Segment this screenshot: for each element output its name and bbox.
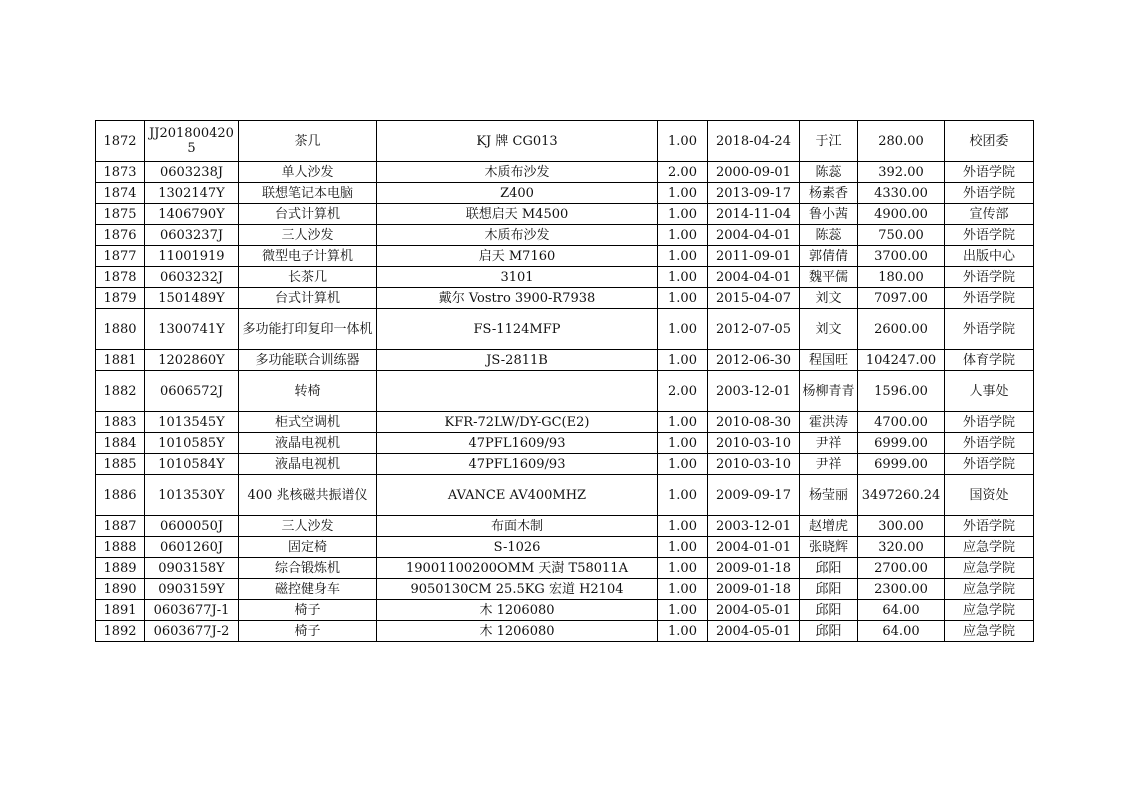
cell-code: 0603677J-2 — [145, 621, 239, 642]
cell-date: 2014-11-04 — [708, 204, 800, 225]
cell-name: 三人沙发 — [239, 225, 377, 246]
cell-code: 11001919 — [145, 246, 239, 267]
cell-person: 邱阳 — [800, 621, 858, 642]
cell-price: 64.00 — [858, 621, 945, 642]
cell-name: 400 兆核磁共振谱仪 — [239, 475, 377, 516]
cell-model: FS-1124MFP — [377, 309, 658, 350]
table-row — [96, 433, 1034, 454]
cell-person: 邱阳 — [800, 579, 858, 600]
cell-price: 280.00 — [858, 121, 945, 162]
cell-dept: 应急学院 — [945, 621, 1034, 642]
cell-no: 1890 — [96, 579, 145, 600]
table-row — [96, 121, 1034, 162]
cell-qty: 1.00 — [658, 288, 708, 309]
cell-name: 转椅 — [239, 371, 377, 412]
cell-model: 3101 — [377, 267, 658, 288]
cell-model: 布面木制 — [377, 516, 658, 537]
cell-name: 多功能打印复印一体机 — [239, 309, 377, 350]
cell-person: 杨莹丽 — [800, 475, 858, 516]
cell-no: 1888 — [96, 537, 145, 558]
table-row — [96, 246, 1034, 267]
cell-code: 1013545Y — [145, 412, 239, 433]
cell-model: S-1026 — [377, 537, 658, 558]
cell-person: 霍洪涛 — [800, 412, 858, 433]
table-row — [96, 204, 1034, 225]
cell-no: 1883 — [96, 412, 145, 433]
cell-date: 2004-04-01 — [708, 267, 800, 288]
cell-price: 320.00 — [858, 537, 945, 558]
cell-model: 戴尔 Vostro 3900-R7938 — [377, 288, 658, 309]
cell-model: 47PFL1609/93 — [377, 433, 658, 454]
cell-no: 1875 — [96, 204, 145, 225]
cell-date: 2009-09-17 — [708, 475, 800, 516]
table-row — [96, 309, 1034, 350]
cell-no: 1877 — [96, 246, 145, 267]
cell-qty: 1.00 — [658, 121, 708, 162]
cell-date: 2012-06-30 — [708, 350, 800, 371]
cell-dept: 应急学院 — [945, 600, 1034, 621]
cell-name: 固定椅 — [239, 537, 377, 558]
cell-dept: 外语学院 — [945, 516, 1034, 537]
cell-code: 0606572J — [145, 371, 239, 412]
cell-model: 19001100200OMM 天澍 T58011A — [377, 558, 658, 579]
cell-model: 木质布沙发 — [377, 225, 658, 246]
table-row — [96, 621, 1034, 642]
cell-price: 6999.00 — [858, 454, 945, 475]
asset-table — [95, 120, 1034, 642]
cell-qty: 1.00 — [658, 204, 708, 225]
cell-code: 1013530Y — [145, 475, 239, 516]
cell-model: 木 1206080 — [377, 600, 658, 621]
cell-qty: 1.00 — [658, 600, 708, 621]
cell-dept: 外语学院 — [945, 267, 1034, 288]
cell-person: 邱阳 — [800, 558, 858, 579]
cell-name: 椅子 — [239, 621, 377, 642]
cell-no: 1872 — [96, 121, 145, 162]
cell-date: 2004-05-01 — [708, 621, 800, 642]
cell-price: 2700.00 — [858, 558, 945, 579]
cell-qty: 1.00 — [658, 433, 708, 454]
cell-person: 陈蕊 — [800, 225, 858, 246]
cell-model: JS-2811B — [377, 350, 658, 371]
cell-code: 1010584Y — [145, 454, 239, 475]
cell-qty: 1.00 — [658, 183, 708, 204]
cell-price: 64.00 — [858, 600, 945, 621]
cell-date: 2015-04-07 — [708, 288, 800, 309]
cell-code: 0603677J-1 — [145, 600, 239, 621]
cell-no: 1882 — [96, 371, 145, 412]
cell-date: 2012-07-05 — [708, 309, 800, 350]
cell-qty: 1.00 — [658, 267, 708, 288]
cell-name: 柜式空调机 — [239, 412, 377, 433]
table-row — [96, 288, 1034, 309]
cell-no: 1891 — [96, 600, 145, 621]
cell-dept: 校团委 — [945, 121, 1034, 162]
cell-code: 0603232J — [145, 267, 239, 288]
cell-person: 于江 — [800, 121, 858, 162]
cell-code: 1202860Y — [145, 350, 239, 371]
cell-code: 0600050J — [145, 516, 239, 537]
cell-person: 魏平儒 — [800, 267, 858, 288]
cell-dept: 外语学院 — [945, 225, 1034, 246]
cell-date: 2010-03-10 — [708, 433, 800, 454]
cell-code: JJ2018004205 — [145, 121, 239, 162]
cell-name: 联想笔记本电脑 — [239, 183, 377, 204]
cell-price: 750.00 — [858, 225, 945, 246]
cell-code: 1501489Y — [145, 288, 239, 309]
cell-person: 杨素香 — [800, 183, 858, 204]
cell-code: 1300741Y — [145, 309, 239, 350]
cell-no: 1887 — [96, 516, 145, 537]
cell-price: 2600.00 — [858, 309, 945, 350]
table-row — [96, 183, 1034, 204]
cell-price: 180.00 — [858, 267, 945, 288]
cell-model: Z400 — [377, 183, 658, 204]
cell-dept: 应急学院 — [945, 537, 1034, 558]
table-row — [96, 558, 1034, 579]
cell-no: 1886 — [96, 475, 145, 516]
cell-name: 台式计算机 — [239, 288, 377, 309]
cell-qty: 1.00 — [658, 516, 708, 537]
cell-qty: 1.00 — [658, 579, 708, 600]
cell-price: 7097.00 — [858, 288, 945, 309]
cell-person: 郭倩倩 — [800, 246, 858, 267]
cell-qty: 1.00 — [658, 225, 708, 246]
cell-person: 刘文 — [800, 309, 858, 350]
cell-price: 3497260.24 — [858, 475, 945, 516]
cell-dept: 外语学院 — [945, 309, 1034, 350]
table-body — [96, 121, 1034, 642]
cell-name: 微型电子计算机 — [239, 246, 377, 267]
table-row — [96, 454, 1034, 475]
cell-price: 3700.00 — [858, 246, 945, 267]
cell-name: 单人沙发 — [239, 162, 377, 183]
cell-date: 2010-08-30 — [708, 412, 800, 433]
cell-model: KFR-72LW/DY-GC(E2) — [377, 412, 658, 433]
cell-qty: 1.00 — [658, 309, 708, 350]
table-row — [96, 225, 1034, 246]
cell-qty: 1.00 — [658, 454, 708, 475]
cell-name: 磁控健身车 — [239, 579, 377, 600]
cell-name: 三人沙发 — [239, 516, 377, 537]
cell-code: 0603238J — [145, 162, 239, 183]
cell-qty: 2.00 — [658, 162, 708, 183]
cell-person: 杨柳青青 — [800, 371, 858, 412]
cell-price: 4700.00 — [858, 412, 945, 433]
table-row — [96, 537, 1034, 558]
cell-qty: 1.00 — [658, 475, 708, 516]
cell-price: 6999.00 — [858, 433, 945, 454]
cell-code: 0601260J — [145, 537, 239, 558]
cell-dept: 外语学院 — [945, 183, 1034, 204]
cell-name: 多功能联合训练器 — [239, 350, 377, 371]
cell-model: AVANCE AV400MHZ — [377, 475, 658, 516]
table-row — [96, 371, 1034, 412]
table-row — [96, 267, 1034, 288]
cell-no: 1879 — [96, 288, 145, 309]
cell-dept: 出版中心 — [945, 246, 1034, 267]
cell-no: 1880 — [96, 309, 145, 350]
cell-date: 2010-03-10 — [708, 454, 800, 475]
cell-model: 47PFL1609/93 — [377, 454, 658, 475]
table-row — [96, 350, 1034, 371]
cell-dept: 外语学院 — [945, 288, 1034, 309]
cell-person: 鲁小茜 — [800, 204, 858, 225]
table-row — [96, 516, 1034, 537]
cell-price: 4900.00 — [858, 204, 945, 225]
cell-qty: 2.00 — [658, 371, 708, 412]
cell-date: 2003-12-01 — [708, 371, 800, 412]
cell-name: 液晶电视机 — [239, 433, 377, 454]
cell-dept: 外语学院 — [945, 412, 1034, 433]
cell-name: 长茶几 — [239, 267, 377, 288]
cell-code: 1406790Y — [145, 204, 239, 225]
cell-model: 联想启天 M4500 — [377, 204, 658, 225]
cell-model: 启天 M7160 — [377, 246, 658, 267]
cell-date: 2004-01-01 — [708, 537, 800, 558]
cell-qty: 1.00 — [658, 537, 708, 558]
cell-qty: 1.00 — [658, 246, 708, 267]
cell-model: KJ 牌 CG013 — [377, 121, 658, 162]
cell-model: 木 1206080 — [377, 621, 658, 642]
cell-date: 2004-04-01 — [708, 225, 800, 246]
cell-date: 2004-05-01 — [708, 600, 800, 621]
cell-price: 104247.00 — [858, 350, 945, 371]
cell-person: 邱阳 — [800, 600, 858, 621]
cell-dept: 外语学院 — [945, 433, 1034, 454]
cell-no: 1878 — [96, 267, 145, 288]
cell-no: 1881 — [96, 350, 145, 371]
cell-name: 台式计算机 — [239, 204, 377, 225]
cell-dept: 应急学院 — [945, 579, 1034, 600]
cell-code: 0903159Y — [145, 579, 239, 600]
table-row — [96, 162, 1034, 183]
cell-dept: 宣传部 — [945, 204, 1034, 225]
cell-price: 2300.00 — [858, 579, 945, 600]
cell-code: 1010585Y — [145, 433, 239, 454]
table-row — [96, 579, 1034, 600]
cell-person: 尹祥 — [800, 454, 858, 475]
cell-date: 2003-12-01 — [708, 516, 800, 537]
cell-person: 程国旺 — [800, 350, 858, 371]
cell-no: 1876 — [96, 225, 145, 246]
table-row — [96, 412, 1034, 433]
cell-date: 2009-01-18 — [708, 579, 800, 600]
cell-model — [377, 371, 658, 412]
cell-person: 陈蕊 — [800, 162, 858, 183]
cell-person: 尹祥 — [800, 433, 858, 454]
cell-date: 2011-09-01 — [708, 246, 800, 267]
cell-name: 茶几 — [239, 121, 377, 162]
cell-price: 392.00 — [858, 162, 945, 183]
cell-date: 2018-04-24 — [708, 121, 800, 162]
cell-name: 液晶电视机 — [239, 454, 377, 475]
cell-no: 1889 — [96, 558, 145, 579]
cell-dept: 外语学院 — [945, 162, 1034, 183]
cell-person: 张晓辉 — [800, 537, 858, 558]
cell-person: 刘文 — [800, 288, 858, 309]
table-row — [96, 475, 1034, 516]
cell-no: 1873 — [96, 162, 145, 183]
cell-date: 2000-09-01 — [708, 162, 800, 183]
cell-dept: 国资处 — [945, 475, 1034, 516]
cell-dept: 外语学院 — [945, 454, 1034, 475]
cell-model: 9050130CM 25.5KG 宏道 H2104 — [377, 579, 658, 600]
cell-no: 1892 — [96, 621, 145, 642]
cell-date: 2013-09-17 — [708, 183, 800, 204]
cell-qty: 1.00 — [658, 350, 708, 371]
cell-code: 0603237J — [145, 225, 239, 246]
cell-person: 赵增虎 — [800, 516, 858, 537]
cell-price: 4330.00 — [858, 183, 945, 204]
cell-code: 1302147Y — [145, 183, 239, 204]
cell-no: 1884 — [96, 433, 145, 454]
cell-no: 1874 — [96, 183, 145, 204]
cell-qty: 1.00 — [658, 558, 708, 579]
table-row — [96, 600, 1034, 621]
cell-dept: 人事处 — [945, 371, 1034, 412]
cell-date: 2009-01-18 — [708, 558, 800, 579]
cell-code: 0903158Y — [145, 558, 239, 579]
cell-no: 1885 — [96, 454, 145, 475]
cell-model: 木质布沙发 — [377, 162, 658, 183]
cell-dept: 应急学院 — [945, 558, 1034, 579]
cell-qty: 1.00 — [658, 412, 708, 433]
cell-qty: 1.00 — [658, 621, 708, 642]
cell-price: 300.00 — [858, 516, 945, 537]
cell-name: 椅子 — [239, 600, 377, 621]
cell-name: 综合锻炼机 — [239, 558, 377, 579]
cell-dept: 体育学院 — [945, 350, 1034, 371]
cell-price: 1596.00 — [858, 371, 945, 412]
